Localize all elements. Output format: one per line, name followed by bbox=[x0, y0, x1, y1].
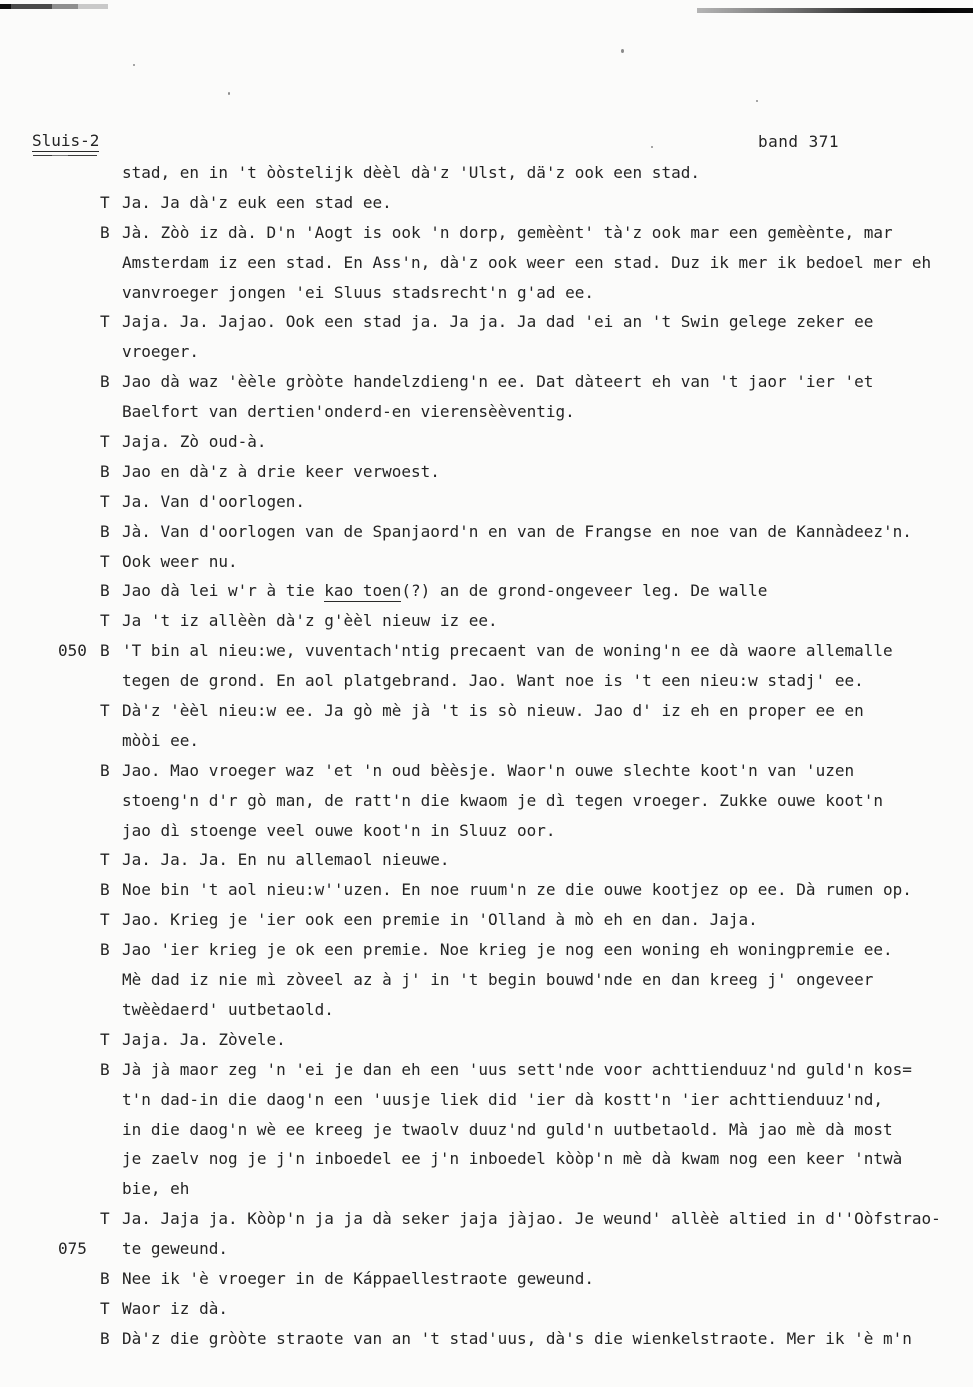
line-text: Ja. Van d'oorlogen. bbox=[122, 491, 306, 511]
line-text: Ja 't iz allèèn dà'z g'èèl nieuw iz ee. bbox=[122, 611, 498, 631]
transcript-line bbox=[0, 1269, 973, 1299]
scan-artifact-top-left bbox=[0, 4, 108, 9]
band-number-label: band 371 bbox=[758, 132, 840, 151]
transcript-line bbox=[0, 701, 973, 731]
transcript-line bbox=[0, 283, 973, 313]
line-text: Jao en dà'z à drie keer verwoest. bbox=[122, 461, 440, 481]
transcript-line bbox=[0, 1120, 973, 1150]
speaker-label: T bbox=[100, 1209, 110, 1229]
transcript-line bbox=[0, 821, 973, 851]
transcript-line bbox=[0, 581, 973, 611]
transcript-line bbox=[0, 671, 973, 701]
transcript-line bbox=[0, 850, 973, 880]
scan-speck bbox=[228, 92, 230, 95]
transcript-line bbox=[0, 761, 973, 791]
line-text: Jao. Mao vroeger waz 'et 'n oud bèèsje. Waor'n ouwe slechte koot'n van 'uzen bbox=[122, 760, 855, 780]
transcript-line bbox=[0, 402, 973, 432]
transcript-line bbox=[0, 552, 973, 582]
speaker-label: B bbox=[100, 760, 110, 780]
transcript-line bbox=[0, 1149, 973, 1179]
line-text: Amsterdam iz een stad. En Ass'n, dà'z ook weer een stad. Duz ik mer ik bedoel mer eh bbox=[122, 252, 932, 272]
transcript-line bbox=[0, 880, 973, 910]
speaker-label: T bbox=[100, 1029, 110, 1049]
line-text: Jaja. Ja. Zòvele. bbox=[122, 1029, 286, 1049]
line-text: Ja. Ja. Ja. En nu allemaol nieuwe. bbox=[122, 850, 450, 870]
speaker-label: T bbox=[100, 1298, 110, 1318]
line-text: tegen de grond. En aol platgebrand. Jao. Want noe is 't een nieu:w stadj' ee. bbox=[122, 671, 864, 691]
transcript-line bbox=[0, 731, 973, 761]
transcript-line bbox=[0, 522, 973, 552]
speaker-label: T bbox=[100, 910, 110, 930]
transcript-line bbox=[0, 1329, 973, 1359]
transcript-line bbox=[0, 223, 973, 253]
line-text: Ook weer nu. bbox=[122, 551, 238, 571]
speaker-label: B bbox=[100, 880, 110, 900]
line-text: twèèdaerd' uutbetaold. bbox=[122, 999, 334, 1019]
line-text: Ja. Jaja ja. Kòòp'n ja ja dà seker jaja jàjao. Je weund' allèè altied in d''Oòfstrao- bbox=[122, 1209, 941, 1229]
line-text: 'T bin al nieu:we, vuventach'ntig precaent van de woning'n ee dà waore allemalle bbox=[122, 641, 893, 661]
line-text: jao dì stoenge veel ouwe koot'n in Sluuz oor. bbox=[122, 820, 556, 840]
transcript-line bbox=[0, 492, 973, 522]
transcript-line bbox=[0, 372, 973, 402]
scan-speck bbox=[133, 64, 135, 66]
transcript-line bbox=[0, 611, 973, 641]
line-number: 050 bbox=[58, 641, 87, 661]
line-text: Jaja. Zò oud-à. bbox=[122, 432, 267, 452]
transcript-line bbox=[0, 1060, 973, 1090]
page-header bbox=[0, 131, 973, 159]
speaker-label: B bbox=[100, 940, 110, 960]
line-text: Baelfort van dertien'onderd-en vierensèèventig. bbox=[122, 402, 575, 422]
line-text: Mè dad iz nie mì zòveel az à j' in 't begin bouwd'nde en dan kreeg j' ongeveer bbox=[122, 970, 874, 990]
speaker-label: B bbox=[100, 372, 110, 392]
transcript-line bbox=[0, 1090, 973, 1120]
scan-speck bbox=[756, 100, 758, 102]
line-text: Jà jà maor zeg 'n 'ei je dan eh een 'uus sett'nde voor achttienduuz'nd guld'n kos= bbox=[122, 1059, 912, 1079]
speaker-label: T bbox=[100, 432, 110, 452]
line-text: Jao 'ier krieg je ok een premie. Noe krieg je nog een woning eh woningpremie ee. bbox=[122, 940, 893, 960]
line-text: in die daog'n wè ee kreeg je twaolv duuz'nd guld'n uutbetaold. Mà jao mè dà most bbox=[122, 1119, 893, 1139]
speaker-label: T bbox=[100, 850, 110, 870]
line-text: t'n dad-in die daog'n een 'uusje liek did 'ier dà kostt'n 'ier achttienduuz'nd, bbox=[122, 1089, 883, 1109]
transcript-line bbox=[0, 253, 973, 283]
transcript-line bbox=[0, 462, 973, 492]
line-text: stoeng'n d'r gò man, de ratt'n die kwaom je dì tegen vroeger. Zukke ouwe koot'n bbox=[122, 790, 883, 810]
line-text: Jaja. Ja. Jajao. Ook een stad ja. Ja ja. Ja dad 'ei an 't Swin gelege zeker ee bbox=[122, 312, 874, 332]
line-text: je zaelv nog je j'n inboedel ee j'n inboedel kòòp'n mè dà kwam nog een keer 'ntwà bbox=[122, 1149, 903, 1169]
transcript-line bbox=[0, 1179, 973, 1209]
transcript-line bbox=[0, 1239, 973, 1269]
line-text: Ja. Ja dà'z euk een stad ee. bbox=[122, 192, 392, 212]
transcript-line bbox=[0, 1299, 973, 1329]
line-text: Jao dà lei w'r à tie kao toen(?) an de grond-ongeveer leg. De walle bbox=[122, 581, 768, 601]
speaker-label: B bbox=[100, 581, 110, 601]
line-text: Waor iz dà. bbox=[122, 1298, 228, 1318]
line-number: 075 bbox=[58, 1239, 87, 1259]
line-text: Jao dà waz 'èèle gròòte handelzdieng'n ee. Dat dàteert eh van 't jaor 'ier 'et bbox=[122, 372, 874, 392]
line-text: vroeger. bbox=[122, 342, 200, 362]
speaker-label: B bbox=[100, 222, 110, 242]
transcript-line bbox=[0, 791, 973, 821]
underlined-phrase: kao toen bbox=[324, 581, 402, 601]
speaker-label: B bbox=[100, 521, 110, 541]
speaker-label: B bbox=[100, 461, 110, 481]
speaker-label: T bbox=[100, 491, 110, 511]
speaker-label: T bbox=[100, 701, 110, 721]
transcript-line bbox=[0, 163, 973, 193]
transcript-line bbox=[0, 342, 973, 372]
speaker-label: B bbox=[100, 1268, 110, 1288]
scan-artifact-top-right bbox=[697, 8, 973, 13]
transcript-line bbox=[0, 641, 973, 671]
speaker-label: T bbox=[100, 192, 110, 212]
line-text: stad, en in 't òòstelijk dèèl dà'z 'Ulst, dä'z ook een stad. bbox=[122, 163, 700, 182]
line-text: Dà'z die gròòte straote van an 't stad'uus, dà's die wienkelstraote. Mer ik 'è m'n bbox=[122, 1328, 912, 1348]
transcript-body bbox=[0, 163, 973, 1359]
document-title: Sluis-2 bbox=[32, 131, 100, 150]
line-text: Jao. Krieg je 'ier ook een premie in 'Olland à mò eh en dan. Jaja. bbox=[122, 910, 758, 930]
speaker-label: B bbox=[100, 1059, 110, 1079]
transcript-line bbox=[0, 940, 973, 970]
transcript-line bbox=[0, 193, 973, 223]
line-text: vanvroeger jongen 'ei Sluus stadsrecht'n g'ad ee. bbox=[122, 282, 595, 302]
transcript-line bbox=[0, 1000, 973, 1030]
line-text: Nee ik 'è vroeger in de Káppaellestraote geweund. bbox=[122, 1268, 595, 1288]
transcript-line bbox=[0, 970, 973, 1000]
speaker-label: B bbox=[100, 641, 110, 661]
transcript-line bbox=[0, 432, 973, 462]
transcript-line bbox=[0, 1030, 973, 1060]
transcript-line bbox=[0, 1209, 973, 1239]
line-text: Dà'z 'èèl nieu:w ee. Ja gò mè jà 't is sò nieuw. Jao d' iz eh en proper ee en bbox=[122, 701, 864, 721]
transcript-line bbox=[0, 312, 973, 342]
scan-speck bbox=[621, 49, 624, 53]
transcript-line bbox=[0, 910, 973, 940]
line-text: te geweund. bbox=[122, 1239, 228, 1259]
line-text: Jà. Zòò iz dà. D'n 'Aogt is ook 'n dorp, gemèènt' tà'z ook mar een gemèènte, mar bbox=[122, 222, 893, 242]
speaker-label: T bbox=[100, 312, 110, 332]
speaker-label: B bbox=[100, 1328, 110, 1348]
line-text: bie, eh bbox=[122, 1179, 190, 1199]
line-text: Jà. Van d'oorlogen van de Spanjaord'n en van de Frangse en noe van de Kannàdeez'n. bbox=[122, 521, 912, 541]
speaker-label: T bbox=[100, 611, 110, 631]
line-text: Noe bin 't aol nieu:w''uzen. En noe ruum'n ze die ouwe kootjez op ee. Dà rumen op. bbox=[122, 880, 912, 900]
line-text: mòòi ee. bbox=[122, 730, 200, 750]
speaker-label: T bbox=[100, 551, 110, 571]
